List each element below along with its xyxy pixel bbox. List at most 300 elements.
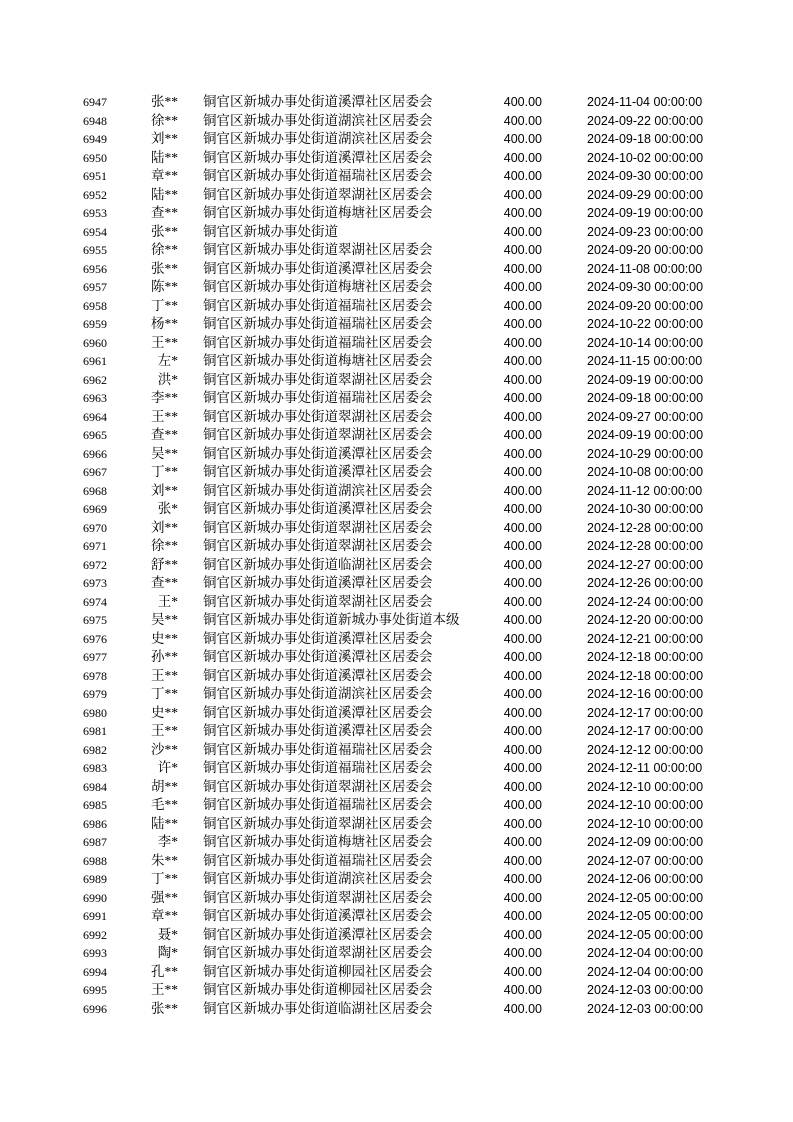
table-row (83, 611, 793, 630)
row-id-cell: 6977 (83, 650, 107, 664)
row-amount-cell: 400.00 (503, 983, 542, 997)
row-org-cell: 铜官区新城办事处街道溪潭社区居委会 (203, 723, 433, 738)
table-row (83, 778, 793, 797)
row-org-cell: 铜官区新城办事处街道梅塘社区居委会 (203, 205, 433, 220)
row-date-cell: 2024-12-26 00:00:00 (587, 576, 704, 590)
row-name-cell: 刘** (151, 519, 178, 535)
row-id-cell: 6964 (83, 409, 107, 424)
row-name-cell: 王** (151, 982, 178, 997)
row-date-cell: 2024-10-22 00:00:00 (587, 317, 704, 331)
row-id-cell: 6995 (83, 983, 107, 997)
row-name-cell: 毛** (151, 797, 178, 812)
row-org-cell: 铜官区新城办事处街道 (203, 223, 338, 239)
row-amount-cell: 400.00 (503, 927, 542, 942)
table-row (83, 130, 793, 149)
row-id-cell: 6971 (83, 539, 107, 553)
row-date-cell: 2024-09-29 00:00:00 (587, 187, 704, 202)
row-org-cell: 铜官区新城办事处街道溪潭社区居委会 (203, 149, 433, 165)
row-org-cell: 铜官区新城办事处街道翠湖社区居委会 (203, 371, 433, 387)
row-name-cell: 查** (151, 427, 178, 442)
table-row (83, 500, 793, 519)
row-id-cell: 6987 (83, 835, 107, 849)
row-amount-cell: 400.00 (503, 613, 542, 627)
row-date-cell: 2024-12-10 00:00:00 (587, 816, 704, 831)
row-id-cell: 6989 (83, 872, 107, 886)
row-name-cell: 李* (157, 834, 178, 849)
row-id-cell: 6970 (83, 520, 107, 535)
row-org-cell: 铜官区新城办事处街道溪潭社区居委会 (203, 94, 433, 109)
row-amount-cell: 400.00 (503, 335, 542, 350)
row-org-cell: 铜官区新城办事处街道翠湖社区居委会 (203, 242, 433, 257)
row-id-cell: 6972 (83, 557, 107, 572)
row-amount-cell: 400.00 (503, 872, 542, 886)
row-org-cell: 铜官区新城办事处街道翠湖社区居委会 (203, 945, 433, 960)
row-id-cell: 6973 (83, 576, 107, 590)
row-amount-cell: 400.00 (503, 317, 542, 331)
row-org-cell: 铜官区新城办事处街道柳园社区居委会 (203, 982, 433, 997)
row-org-cell: 铜官区新城办事处街道福瑞社区居委会 (203, 797, 433, 812)
row-amount-cell: 400.00 (503, 705, 542, 720)
row-id-cell: 6948 (83, 113, 107, 128)
table-row (83, 963, 793, 982)
row-date-cell: 2024-12-11 00:00:00 (587, 761, 703, 775)
row-id-cell: 6986 (83, 816, 107, 831)
table-row (83, 759, 793, 778)
row-id-cell: 6966 (83, 446, 107, 461)
row-amount-cell: 400.00 (503, 742, 542, 757)
row-name-cell: 陈** (151, 279, 178, 294)
table-row (83, 574, 793, 593)
row-name-cell: 聂* (157, 926, 178, 942)
table-row (83, 260, 793, 279)
row-name-cell: 刘** (151, 131, 178, 146)
table-row (83, 112, 793, 131)
row-org-cell: 铜官区新城办事处街道溪潭社区居委会 (203, 445, 433, 461)
row-name-cell: 孙** (151, 649, 178, 664)
row-date-cell: 2024-09-19 00:00:00 (587, 206, 704, 220)
row-name-cell: 强** (151, 889, 178, 905)
table-row (83, 685, 793, 704)
row-name-cell: 王** (151, 723, 178, 738)
row-org-cell: 铜官区新城办事处街道溪潭社区居委会 (203, 630, 433, 646)
row-org-cell: 铜官区新城办事处街道翠湖社区居委会 (203, 538, 433, 553)
row-id-cell: 6947 (83, 95, 107, 109)
row-date-cell: 2024-12-24 00:00:00 (587, 594, 704, 609)
table-row (83, 482, 793, 501)
row-amount-cell: 400.00 (503, 650, 542, 664)
row-amount-cell: 400.00 (503, 446, 542, 461)
table-row (83, 408, 793, 427)
row-amount-cell: 400.00 (503, 243, 542, 257)
row-org-cell: 铜官区新城办事处街道溪潭社区居委会 (203, 575, 433, 590)
row-name-cell: 丁** (151, 686, 178, 701)
row-id-cell: 6979 (83, 687, 107, 701)
row-name-cell: 许* (157, 760, 178, 775)
row-org-cell: 铜官区新城办事处街道溪潭社区居委会 (203, 464, 433, 479)
row-name-cell: 刘** (151, 482, 178, 498)
row-id-cell: 6992 (83, 927, 107, 942)
row-name-cell: 胡** (151, 778, 178, 794)
row-date-cell: 2024-12-27 00:00:00 (587, 557, 704, 572)
row-date-cell: 2024-09-18 00:00:00 (587, 132, 704, 146)
row-date-cell: 2024-12-18 00:00:00 (587, 668, 704, 683)
row-name-cell: 徐** (151, 538, 178, 553)
row-amount-cell: 400.00 (503, 761, 542, 775)
row-name-cell: 王** (151, 408, 178, 424)
row-org-cell: 铜官区新城办事处街道翠湖社区居委会 (203, 186, 433, 202)
row-amount-cell: 400.00 (503, 946, 542, 960)
row-id-cell: 6991 (83, 909, 107, 923)
row-org-cell: 铜官区新城办事处街道梅塘社区居委会 (203, 279, 433, 294)
row-name-cell: 孔** (151, 963, 178, 979)
table-row (83, 833, 793, 852)
row-id-cell: 6949 (83, 132, 107, 146)
table-row (83, 334, 793, 353)
table-row (83, 352, 793, 371)
row-amount-cell: 400.00 (503, 280, 542, 294)
row-amount-cell: 400.00 (503, 557, 542, 572)
row-date-cell: 2024-12-05 00:00:00 (587, 927, 704, 942)
row-date-cell: 2024-12-04 00:00:00 (587, 964, 704, 979)
table-row (83, 426, 793, 445)
row-id-cell: 6969 (83, 502, 107, 516)
row-amount-cell: 400.00 (503, 95, 542, 109)
row-id-cell: 6953 (83, 206, 107, 220)
row-id-cell: 6957 (83, 280, 107, 294)
row-org-cell: 铜官区新城办事处街道翠湖社区居委会 (203, 815, 433, 831)
row-date-cell: 2024-12-06 00:00:00 (587, 872, 704, 886)
row-id-cell: 6976 (83, 631, 107, 646)
row-date-cell: 2024-09-30 00:00:00 (587, 169, 704, 183)
row-id-cell: 6967 (83, 465, 107, 479)
row-amount-cell: 400.00 (503, 576, 542, 590)
table-row (83, 241, 793, 260)
row-name-cell: 舒** (151, 556, 178, 572)
table-row (83, 1000, 793, 1019)
row-date-cell: 2024-12-05 00:00:00 (587, 909, 704, 923)
table-row (83, 870, 793, 889)
row-name-cell: 丁** (151, 871, 178, 886)
row-org-cell: 铜官区新城办事处街道溪潭社区居委会 (203, 704, 433, 720)
row-id-cell: 6974 (83, 594, 107, 609)
row-id-cell: 6996 (83, 1001, 107, 1016)
row-id-cell: 6950 (83, 150, 107, 165)
row-id-cell: 6978 (83, 668, 107, 683)
table-row (83, 944, 793, 963)
row-org-cell: 铜官区新城办事处街道翠湖社区居委会 (203, 593, 433, 609)
row-id-cell: 6951 (83, 169, 107, 183)
table-row (83, 648, 793, 667)
row-date-cell: 2024-09-23 00:00:00 (587, 224, 704, 239)
row-amount-cell: 400.00 (503, 113, 542, 128)
table-row (83, 278, 793, 297)
row-name-cell: 丁** (151, 297, 178, 313)
row-id-cell: 6960 (83, 335, 107, 350)
row-amount-cell: 400.00 (503, 835, 542, 849)
row-amount-cell: 400.00 (503, 816, 542, 831)
table-row (83, 167, 793, 186)
row-date-cell: 2024-10-30 00:00:00 (587, 502, 704, 516)
row-date-cell: 2024-12-05 00:00:00 (587, 890, 704, 905)
row-id-cell: 6958 (83, 298, 107, 313)
table-row (83, 556, 793, 575)
row-amount-cell: 400.00 (503, 428, 542, 442)
row-date-cell: 2024-09-22 00:00:00 (587, 113, 704, 128)
row-amount-cell: 400.00 (503, 132, 542, 146)
row-amount-cell: 400.00 (503, 668, 542, 683)
row-org-cell: 铜官区新城办事处街道临湖社区居委会 (203, 1000, 433, 1016)
row-id-cell: 6959 (83, 317, 107, 331)
row-date-cell: 2024-12-09 00:00:00 (587, 835, 704, 849)
row-id-cell: 6982 (83, 742, 107, 757)
row-org-cell: 铜官区新城办事处街道湖滨社区居委会 (203, 112, 433, 128)
row-amount-cell: 400.00 (503, 187, 542, 202)
table-row (83, 445, 793, 464)
row-date-cell: 2024-12-21 00:00:00 (587, 631, 704, 646)
row-date-cell: 2024-12-10 00:00:00 (587, 798, 704, 812)
row-org-cell: 铜官区新城办事处街道福瑞社区居委会 (203, 316, 433, 331)
row-org-cell: 铜官区新城办事处街道翠湖社区居委会 (203, 889, 433, 905)
row-org-cell: 铜官区新城办事处街道福瑞社区居委会 (203, 168, 433, 183)
table-row (83, 371, 793, 390)
row-name-cell: 洪* (157, 371, 178, 387)
row-amount-cell: 400.00 (503, 206, 542, 220)
row-date-cell: 2024-12-28 00:00:00 (587, 520, 704, 535)
row-amount-cell: 400.00 (503, 539, 542, 553)
row-name-cell: 陶* (157, 945, 178, 960)
row-org-cell: 铜官区新城办事处街道溪潭社区居委会 (203, 501, 433, 516)
row-id-cell: 6993 (83, 946, 107, 960)
row-date-cell: 2024-11-12 00:00:00 (587, 483, 703, 498)
row-name-cell: 李** (151, 390, 178, 405)
row-org-cell: 铜官区新城办事处街道溪潭社区居委会 (203, 926, 433, 942)
row-amount-cell: 400.00 (503, 520, 542, 535)
row-org-cell: 铜官区新城办事处街道翠湖社区居委会 (203, 408, 433, 424)
table-row (83, 223, 793, 242)
row-date-cell: 2024-10-14 00:00:00 (587, 335, 704, 350)
row-date-cell: 2024-11-08 00:00:00 (587, 261, 703, 276)
row-org-cell: 铜官区新城办事处街道溪潭社区居委会 (203, 908, 433, 923)
row-date-cell: 2024-10-02 00:00:00 (587, 150, 704, 165)
row-id-cell: 6990 (83, 890, 107, 905)
row-date-cell: 2024-12-20 00:00:00 (587, 613, 704, 627)
row-id-cell: 6965 (83, 428, 107, 442)
row-id-cell: 6954 (83, 224, 107, 239)
row-org-cell: 铜官区新城办事处街道福瑞社区居委会 (203, 334, 433, 350)
row-name-cell: 张** (151, 260, 178, 276)
row-amount-cell: 400.00 (503, 687, 542, 701)
row-amount-cell: 400.00 (503, 594, 542, 609)
row-date-cell: 2024-12-12 00:00:00 (587, 742, 704, 757)
row-date-cell: 2024-12-18 00:00:00 (587, 650, 704, 664)
row-org-cell: 铜官区新城办事处街道湖滨社区居委会 (203, 686, 433, 701)
row-org-cell: 铜官区新城办事处街道湖滨社区居委会 (203, 482, 433, 498)
table-row (83, 204, 793, 223)
row-id-cell: 6988 (83, 853, 107, 868)
row-name-cell: 王* (157, 593, 178, 609)
row-date-cell: 2024-12-17 00:00:00 (587, 705, 704, 720)
row-amount-cell: 400.00 (503, 779, 542, 794)
row-id-cell: 6961 (83, 354, 107, 368)
table-row (83, 741, 793, 760)
row-name-cell: 杨** (151, 316, 178, 331)
table-row (83, 852, 793, 871)
table-row (83, 537, 793, 556)
row-name-cell: 查** (151, 575, 178, 590)
row-org-cell: 铜官区新城办事处街道柳园社区居委会 (203, 963, 433, 979)
row-name-cell: 左* (157, 353, 178, 368)
row-id-cell: 6962 (83, 372, 107, 387)
row-name-cell: 丁** (151, 464, 178, 479)
row-amount-cell: 400.00 (503, 169, 542, 183)
row-amount-cell: 400.00 (503, 853, 542, 868)
row-name-cell: 徐** (151, 112, 178, 128)
row-id-cell: 6968 (83, 483, 107, 498)
row-name-cell: 王** (151, 667, 178, 683)
table-row (83, 981, 793, 1000)
table-row (83, 315, 793, 334)
row-date-cell: 2024-09-20 00:00:00 (587, 298, 704, 313)
row-org-cell: 铜官区新城办事处街道溪潭社区居委会 (203, 649, 433, 664)
row-amount-cell: 400.00 (503, 391, 542, 405)
row-amount-cell: 400.00 (503, 465, 542, 479)
row-date-cell: 2024-12-10 00:00:00 (587, 779, 704, 794)
row-org-cell: 铜官区新城办事处街道翠湖社区居委会 (203, 519, 433, 535)
row-date-cell: 2024-12-17 00:00:00 (587, 724, 704, 738)
row-amount-cell: 400.00 (503, 483, 542, 498)
row-org-cell: 铜官区新城办事处街道湖滨社区居委会 (203, 131, 433, 146)
row-amount-cell: 400.00 (503, 354, 542, 368)
row-id-cell: 6980 (83, 705, 107, 720)
row-name-cell: 章** (151, 908, 178, 923)
row-name-cell: 陆** (151, 186, 178, 202)
row-amount-cell: 400.00 (503, 409, 542, 424)
row-amount-cell: 400.00 (503, 261, 542, 276)
row-name-cell: 王** (151, 334, 178, 350)
row-id-cell: 6985 (83, 798, 107, 812)
row-amount-cell: 400.00 (503, 1001, 542, 1016)
row-org-cell: 铜官区新城办事处街道福瑞社区居委会 (203, 297, 433, 313)
row-amount-cell: 400.00 (503, 150, 542, 165)
row-id-cell: 6963 (83, 391, 107, 405)
row-org-cell: 铜官区新城办事处街道溪潭社区居委会 (203, 667, 433, 683)
row-id-cell: 6984 (83, 779, 107, 794)
row-amount-cell: 400.00 (503, 890, 542, 905)
row-name-cell: 陆** (151, 149, 178, 165)
row-date-cell: 2024-12-03 00:00:00 (587, 983, 704, 997)
table-row (83, 704, 793, 723)
row-org-cell: 铜官区新城办事处街道福瑞社区居委会 (203, 760, 433, 775)
row-name-cell: 沙** (151, 741, 178, 757)
table-row (83, 593, 793, 612)
row-name-cell: 陆** (151, 815, 178, 831)
table-row (83, 186, 793, 205)
table-row (83, 889, 793, 908)
table-row (83, 389, 793, 408)
table-row (83, 815, 793, 834)
row-id-cell: 6975 (83, 613, 107, 627)
row-name-cell: 张** (151, 223, 178, 239)
row-date-cell: 2024-11-15 00:00:00 (587, 354, 703, 368)
table-row (83, 796, 793, 815)
table-row (83, 93, 793, 112)
row-date-cell: 2024-09-20 00:00:00 (587, 243, 704, 257)
row-id-cell: 6956 (83, 261, 107, 276)
row-name-cell: 吴** (151, 445, 178, 461)
row-id-cell: 6952 (83, 187, 107, 202)
row-amount-cell: 400.00 (503, 964, 542, 979)
row-name-cell: 吴** (151, 612, 178, 627)
row-date-cell: 2024-12-03 00:00:00 (587, 1001, 704, 1016)
row-amount-cell: 400.00 (503, 298, 542, 313)
row-name-cell: 查** (151, 205, 178, 220)
row-date-cell: 2024-11-04 00:00:00 (587, 95, 703, 109)
row-date-cell: 2024-12-28 00:00:00 (587, 539, 704, 553)
table-row (83, 722, 793, 741)
row-date-cell: 2024-12-16 00:00:00 (587, 687, 704, 701)
row-org-cell: 铜官区新城办事处街道梅塘社区居委会 (203, 834, 433, 849)
row-org-cell: 铜官区新城办事处街道溪潭社区居委会 (203, 260, 433, 276)
row-org-cell: 铜官区新城办事处街道湖滨社区居委会 (203, 871, 433, 886)
table-row (83, 463, 793, 482)
row-date-cell: 2024-10-08 00:00:00 (587, 465, 704, 479)
row-date-cell: 2024-09-27 00:00:00 (587, 409, 704, 424)
row-amount-cell: 400.00 (503, 724, 542, 738)
table-row (83, 926, 793, 945)
row-org-cell: 铜官区新城办事处街道新城办事处街道本级 (203, 612, 460, 627)
row-name-cell: 史** (151, 704, 178, 720)
row-date-cell: 2024-09-19 00:00:00 (587, 372, 704, 387)
row-org-cell: 铜官区新城办事处街道福瑞社区居委会 (203, 852, 433, 868)
row-name-cell: 史** (151, 630, 178, 646)
row-name-cell: 张* (157, 501, 178, 516)
row-date-cell: 2024-10-29 00:00:00 (587, 446, 704, 461)
row-org-cell: 铜官区新城办事处街道翠湖社区居委会 (203, 427, 433, 442)
row-date-cell: 2024-09-19 00:00:00 (587, 428, 704, 442)
row-amount-cell: 400.00 (503, 798, 542, 812)
table-row (83, 149, 793, 168)
row-id-cell: 6981 (83, 724, 107, 738)
row-date-cell: 2024-12-04 00:00:00 (587, 946, 704, 960)
row-date-cell: 2024-12-07 00:00:00 (587, 853, 704, 868)
table-row (83, 297, 793, 316)
row-id-cell: 6994 (83, 964, 107, 979)
row-amount-cell: 400.00 (503, 909, 542, 923)
row-org-cell: 铜官区新城办事处街道梅塘社区居委会 (203, 353, 433, 368)
row-amount-cell: 400.00 (503, 502, 542, 516)
table-row (83, 519, 793, 538)
row-name-cell: 张** (151, 1000, 178, 1016)
row-id-cell: 6983 (83, 761, 107, 775)
row-org-cell: 铜官区新城办事处街道翠湖社区居委会 (203, 778, 433, 794)
row-org-cell: 铜官区新城办事处街道福瑞社区居委会 (203, 741, 433, 757)
records-table (83, 93, 793, 1018)
row-name-cell: 张** (151, 94, 178, 109)
row-org-cell: 铜官区新城办事处街道临湖社区居委会 (203, 556, 433, 572)
table-row (83, 630, 793, 649)
row-name-cell: 徐** (151, 242, 178, 257)
row-org-cell: 铜官区新城办事处街道福瑞社区居委会 (203, 390, 433, 405)
row-id-cell: 6955 (83, 243, 107, 257)
row-date-cell: 2024-09-18 00:00:00 (587, 391, 704, 405)
table-row (83, 667, 793, 686)
row-amount-cell: 400.00 (503, 631, 542, 646)
table-row (83, 907, 793, 926)
row-name-cell: 章** (151, 168, 178, 183)
row-date-cell: 2024-09-30 00:00:00 (587, 280, 704, 294)
row-amount-cell: 400.00 (503, 224, 542, 239)
row-amount-cell: 400.00 (503, 372, 542, 387)
